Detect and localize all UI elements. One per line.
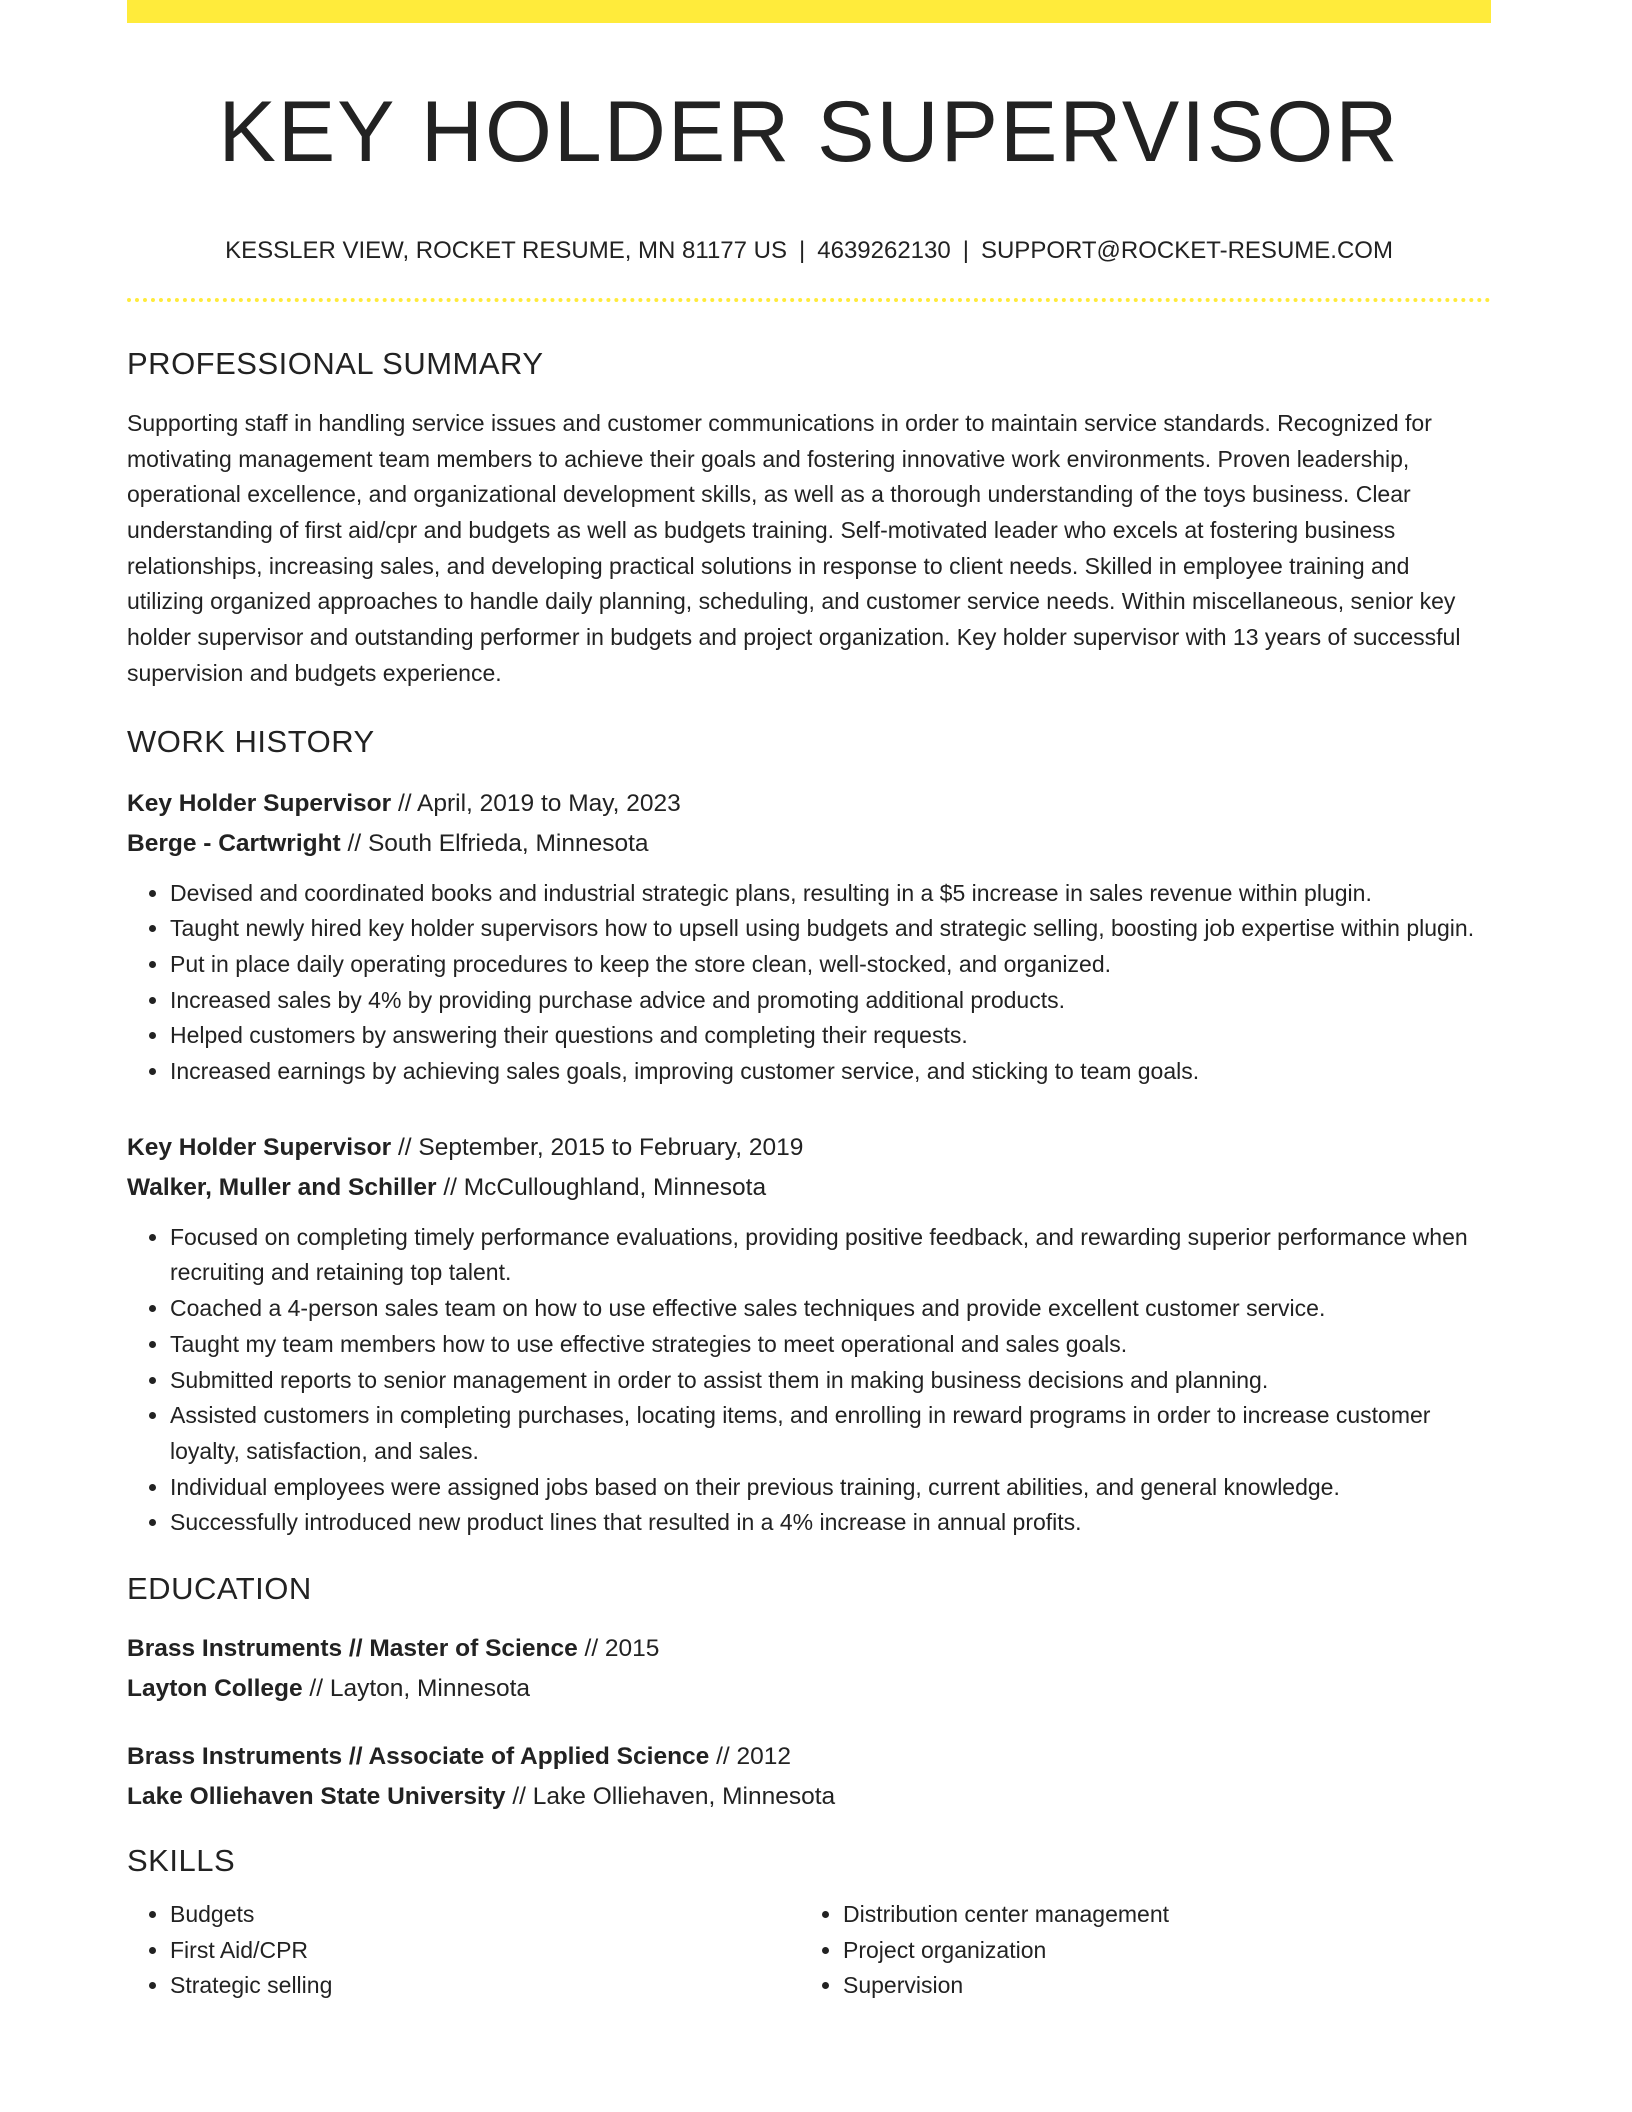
education-location: // Layton, Minnesota	[302, 1675, 531, 1703]
education-school: Lake Olliehaven State University	[127, 1783, 506, 1811]
job-bullet: • Submitted reports to senior management in order to assist them in making business decisions and planning.	[170, 1363, 1491, 1399]
job-bullet: • Assisted customers in completing purchases, locating items, and enrolling in reward programs in order to increase customer loyalty, satisfaction, and sales.	[170, 1398, 1491, 1469]
job-bullet: • Successfully introduced new product lines that resulted in a 4% increase in annual profits.	[170, 1505, 1491, 1541]
job-bullet: • Put in place daily operating procedures to keep the store clean, well-stocked, and organized.	[170, 947, 1491, 983]
contact-line	[127, 237, 1491, 265]
job-title: Key Holder Supervisor	[127, 789, 392, 817]
education-year: // 2015	[577, 1635, 660, 1663]
contact-phone: 4639262130	[817, 236, 951, 264]
education-degree: Brass Instruments // Associate of Applied Science	[127, 1743, 710, 1771]
skill-item: • Project organization	[843, 1933, 1169, 1969]
job-company: Walker, Muller and Schiller	[127, 1173, 437, 1201]
skills-column-right	[800, 1897, 1169, 2004]
education-location: // Lake Olliehaven, Minnesota	[505, 1783, 836, 1811]
skill-item: • Budgets	[170, 1897, 800, 1933]
education-school-line	[127, 1777, 1491, 1817]
section-heading-education: EDUCATION	[127, 1571, 312, 1607]
job-title-line	[127, 1128, 1491, 1168]
job-entry	[127, 1128, 1491, 1541]
job-company-line	[127, 1168, 1491, 1208]
job-entry	[127, 784, 1491, 1090]
education-degree: Brass Instruments // Master of Science	[127, 1635, 578, 1663]
contact-email: SUPPORT@ROCKET-RESUME.COM	[980, 236, 1393, 264]
job-dates: // April, 2019 to May, 2023	[391, 789, 681, 817]
candidate-name: KEY HOLDER SUPERVISOR	[218, 84, 1400, 180]
education-entry	[127, 1629, 1491, 1709]
contact-separator: |	[962, 236, 969, 264]
education-degree-line	[127, 1629, 1491, 1669]
resume-content	[127, 0, 1491, 2004]
job-bullets	[127, 876, 1491, 1090]
job-title-line	[127, 784, 1491, 824]
job-company-line	[127, 824, 1491, 864]
job-company: Berge - Cartwright	[127, 829, 341, 857]
skills-column-left	[127, 1897, 800, 2004]
section-heading-skills: SKILLS	[127, 1843, 236, 1879]
skill-item: • First Aid/CPR	[170, 1933, 800, 1969]
job-bullet: • Helped customers by answering their questions and completing their requests.	[170, 1018, 1491, 1054]
job-bullet: • Coached a 4-person sales team on how to use effective sales techniques and provide excellent customer service.	[170, 1291, 1491, 1327]
job-location: // McCulloughland, Minnesota	[436, 1173, 767, 1201]
skill-item: • Strategic selling	[170, 1968, 800, 2004]
education-degree-line	[127, 1737, 1491, 1777]
job-bullet: • Individual employees were assigned jobs based on their previous training, current abilities, and general knowledge.	[170, 1470, 1491, 1506]
job-location: // South Elfrieda, Minnesota	[340, 829, 649, 857]
education-school-line	[127, 1669, 1491, 1709]
dotted-divider	[127, 298, 1491, 302]
job-bullets	[127, 1220, 1491, 1541]
job-bullet: • Focused on completing timely performance evaluations, providing positive feedback, and rewarding superior performance when recruiting and retaining top talent.	[170, 1220, 1491, 1291]
contact-separator: |	[799, 236, 806, 264]
job-bullet: • Increased sales by 4% by providing purchase advice and promoting additional products.	[170, 983, 1491, 1019]
skill-item: • Supervision	[843, 1968, 1169, 2004]
skills-list	[127, 1897, 1491, 2004]
section-heading-summary: PROFESSIONAL SUMMARY	[127, 345, 544, 381]
contact-address: KESSLER VIEW, ROCKET RESUME, MN 81177 US	[225, 236, 788, 264]
job-title: Key Holder Supervisor	[127, 1133, 392, 1161]
section-heading-work-history: WORK HISTORY	[127, 723, 375, 759]
accent-top-bar	[127, 0, 1491, 23]
job-dates: // September, 2015 to February, 2019	[391, 1133, 804, 1161]
job-bullet: • Taught my team members how to use effective strategies to meet operational and sales goals.	[170, 1327, 1491, 1363]
job-bullet: • Increased earnings by achieving sales goals, improving customer service, and sticking to team goals.	[170, 1054, 1491, 1090]
education-entry	[127, 1737, 1491, 1817]
summary-text: Supporting staff in handling service issues and customer communications in order to maintain service standards. Recognized for motivating management team members to achieve their goals and fostering innovative work environments. Proven leadership, operational excellence, and organizational development skills, as well as a thorough understanding of the toys business. Clear understanding of first aid/cpr and budgets as well as budgets training. Self-motivated leader who excels at fostering business relationships, increasing sales, and developing practical solutions in response to client needs. Skilled in employee training and utilizing organized approaches to handle daily planning, scheduling, and customer service needs. Within miscellaneous, senior key holder supervisor and outstanding performer in budgets and project organization. Key holder supervisor with 13 years of successful supervision and budgets experience.	[127, 409, 1461, 686]
job-bullet: • Taught newly hired key holder supervisors how to upsell using budgets and strategic selling, boosting job expertise within plugin.	[170, 911, 1491, 947]
education-school: Layton College	[127, 1675, 303, 1703]
skill-item: • Distribution center management	[843, 1897, 1169, 1933]
job-bullet: • Devised and coordinated books and industrial strategic plans, resulting in a $5 increase in sales revenue within plugin.	[170, 876, 1491, 912]
education-year: // 2012	[709, 1743, 792, 1771]
